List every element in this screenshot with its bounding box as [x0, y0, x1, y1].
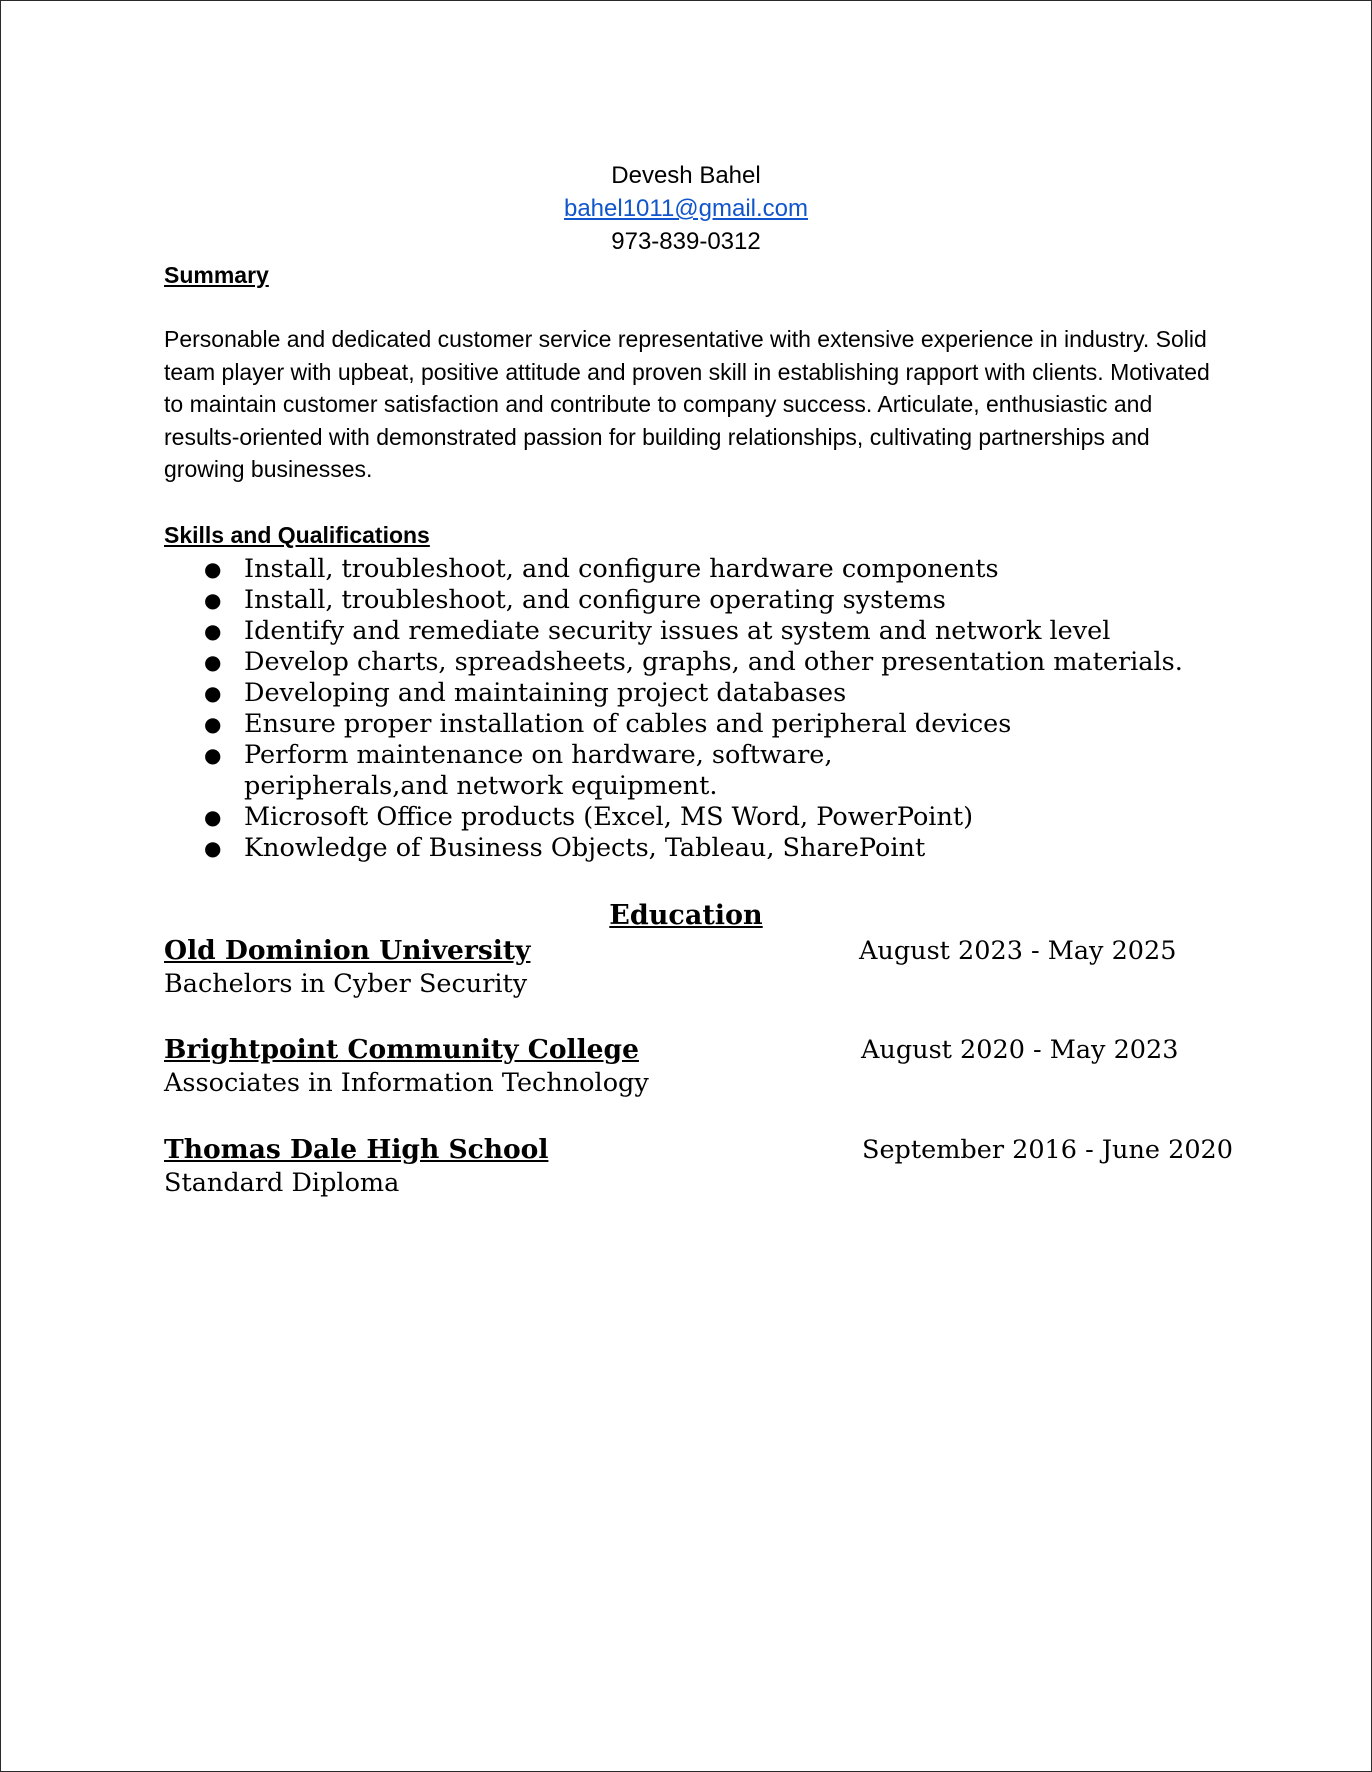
skill-text: Ensure proper installation of cables and peripheral devices: [244, 709, 1012, 739]
school-name: Thomas Dale High School: [164, 1134, 549, 1165]
skill-text: Knowledge of Business Objects, Tableau, SharePoint: [244, 833, 926, 863]
summary-heading: Summary: [164, 262, 269, 288]
list-item: [164, 802, 1214, 833]
phone-number: 973-839-0312: [611, 228, 761, 255]
school-name: Old Dominion University: [164, 935, 531, 966]
email-link[interactable]: bahel1011@gmail.com: [563, 195, 809, 222]
bullet-icon: ●: [204, 619, 222, 643]
list-item: [164, 740, 1214, 802]
school-name: Brightpoint Community College: [164, 1034, 639, 1065]
bullet-icon: ●: [204, 805, 222, 829]
degree: Standard Diploma: [164, 1168, 400, 1198]
skill-text: Identify and remediate security issues at system and network level: [244, 616, 1111, 646]
bullet-icon: ●: [204, 712, 222, 736]
list-item: [164, 616, 1214, 647]
skill-text: Perform maintenance on hardware, software, peripherals,and network equipment.: [244, 740, 833, 801]
list-item: [164, 554, 1214, 585]
skill-text: Install, troubleshoot, and configure operating systems: [244, 585, 946, 615]
skill-text: Developing and maintaining project databases: [244, 678, 847, 708]
bullet-icon: ●: [204, 681, 222, 705]
school-dates: September 2016 - June 2020: [862, 1135, 1233, 1165]
school-dates: August 2023 - May 2025: [859, 936, 1177, 966]
bullet-icon: ●: [204, 588, 222, 612]
skill-text: Install, troubleshoot, and configure hardware components: [244, 554, 999, 584]
contact-header: [1, 159, 1371, 258]
list-item: [164, 647, 1214, 678]
school-dates: August 2020 - May 2023: [861, 1035, 1179, 1065]
skills-heading: Skills and Qualifications: [164, 522, 430, 548]
summary-text: Personable and dedicated customer service representative with extensive experience in industry. Solid team player with upbeat, positive attitude and proven skill in establishing rapport with clients. Motivated to maintain customer satisfaction and contribute to company success. Articulate, enthusiastic and results-oriented with demonstrated passion for building relationships, cultivating partnerships and growing businesses.: [164, 326, 1210, 483]
education-heading: Education: [609, 900, 763, 931]
degree: Associates in Information Technology: [164, 1068, 649, 1098]
bullet-icon: ●: [204, 836, 222, 860]
list-item: [164, 585, 1214, 616]
bullet-icon: ●: [204, 557, 222, 581]
bullet-icon: ●: [204, 650, 222, 674]
list-item: [164, 833, 1214, 864]
candidate-name: Devesh Bahel: [611, 162, 761, 189]
skill-text: Develop charts, spreadsheets, graphs, and other presentation materials.: [244, 647, 1183, 677]
bullet-icon: ●: [204, 743, 222, 767]
list-item: [164, 678, 1214, 709]
degree: Bachelors in Cyber Security: [164, 969, 528, 999]
skill-text: Microsoft Office products (Excel, MS Word, PowerPoint): [244, 802, 974, 832]
list-item: [164, 709, 1214, 740]
skills-list: [164, 554, 1214, 864]
